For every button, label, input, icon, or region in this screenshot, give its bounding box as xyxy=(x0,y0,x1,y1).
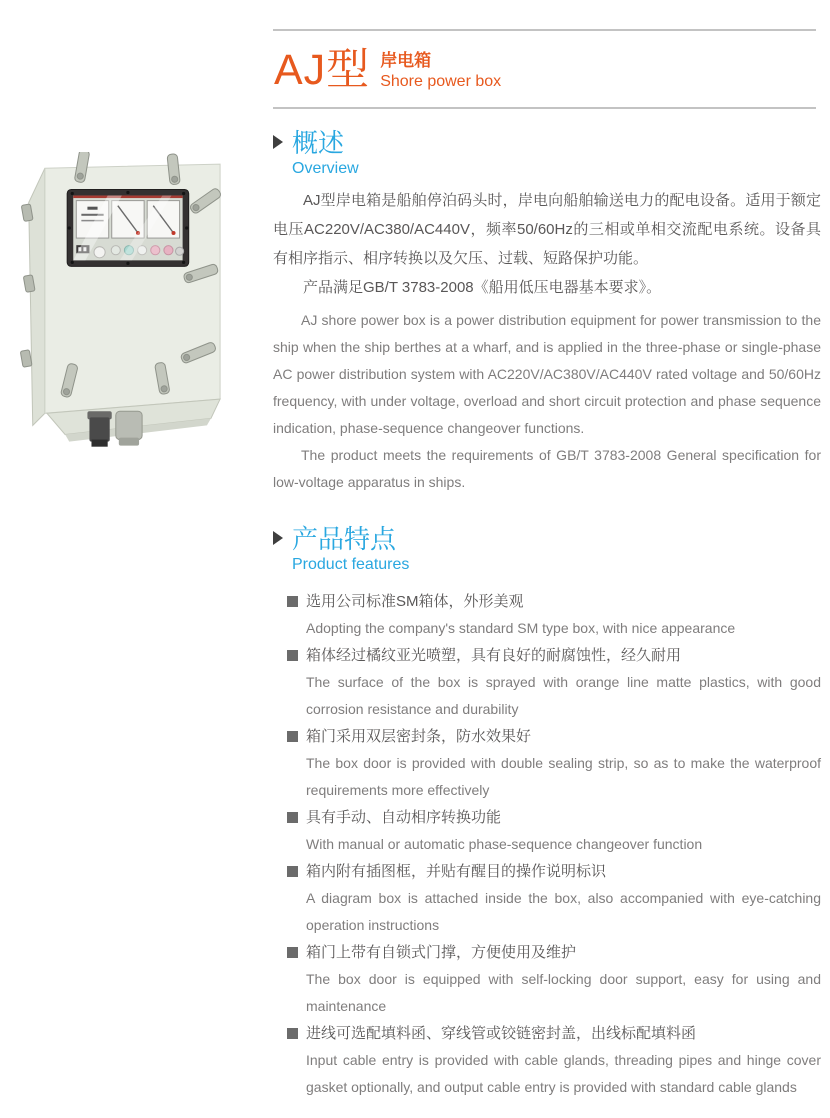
product-name xyxy=(380,46,501,92)
overview-heading-en: Overview xyxy=(292,160,359,177)
meter-panel xyxy=(67,189,189,266)
square-bullet-icon xyxy=(287,650,298,661)
feature-title-cn: 选用公司标准SM箱体，外形美观 xyxy=(306,593,524,610)
feature-desc-en: The surface of the box is sprayed with orange line matte plastics, with good corrosion resistance and durability xyxy=(306,674,821,717)
feature-item xyxy=(273,804,821,858)
feature-item xyxy=(273,858,821,939)
feature-item xyxy=(273,588,821,642)
content-column xyxy=(273,128,821,1101)
square-bullet-icon xyxy=(287,1028,298,1039)
product-photo xyxy=(8,152,258,472)
feature-title-cn: 箱门采用双层密封条，防水效果好 xyxy=(306,728,532,745)
top-divider xyxy=(273,29,816,31)
feature-title-cn: 箱体经过橘纹亚光喷塑，具有良好的耐腐蚀性，经久耐用 xyxy=(306,647,682,664)
square-bullet-icon xyxy=(287,731,298,742)
product-model: AJ型 xyxy=(274,46,371,94)
square-bullet-icon xyxy=(287,596,298,607)
square-bullet-icon xyxy=(287,947,298,958)
feature-item xyxy=(273,939,821,1020)
feature-title-cn: 具有手动、自动相序转换功能 xyxy=(306,809,502,826)
feature-desc-en: The box door is equipped with self-locking door support, easy for using and maintenance xyxy=(306,971,821,1014)
triangle-right-icon xyxy=(273,135,283,149)
feature-item xyxy=(273,642,821,723)
features-section-heading xyxy=(273,524,821,575)
overview-heading-cn: 概述 xyxy=(292,128,345,158)
overview-paragraph-en: The product meets the requirements of GB/T 3783-2008 General specification for low-voltage apparatus in ships. xyxy=(273,447,821,490)
overview-english-paragraphs xyxy=(273,307,821,496)
overview-paragraph-cn: AJ型岸电箱是船舶停泊码头时，岸电向船舶输送电力的配电设备。适用于额定电压AC220V/AC380/AC440V，频率50/60Hz的三相或单相交流配电系统。设备具有相序指示、相序转换以及欠压、过载、短路保护功能。 xyxy=(273,192,821,267)
triangle-right-icon xyxy=(273,531,283,545)
feature-desc-en: With manual or automatic phase-sequence changeover function xyxy=(306,836,703,852)
feature-desc-en: Input cable entry is provided with cable glands, threading pipes and hinge cover gasket optionally, and output cable entry is provided with standard cable glands xyxy=(306,1052,821,1095)
page-title xyxy=(274,46,501,94)
overview-paragraph-en: AJ shore power box is a power distribution equipment for power transmission to the ship when the ship berthes at a wharf, and is applied in the three-phase or single-phase AC power distribution system with AC220V/AC380V/AC440V rated voltage and 50/60Hz frequency, with under voltage, overload and short circuit protection and phase sequence indication, phase-sequence changeover functions. xyxy=(273,312,821,436)
features-heading-cn: 产品特点 xyxy=(292,524,397,554)
title-divider xyxy=(273,107,816,109)
feature-list xyxy=(273,588,821,1101)
product-name-cn: 岸电箱 xyxy=(380,51,432,70)
feature-desc-en: Adopting the company's standard SM type box, with nice appearance xyxy=(306,620,736,636)
feature-title-cn: 进线可选配填料函、穿线管或铰链密封盖，出线标配填料函 xyxy=(306,1025,697,1042)
overview-chinese-paragraphs xyxy=(273,186,821,302)
product-name-en: Shore power box xyxy=(380,73,502,90)
feature-title-cn: 箱门上带有自锁式门撑，方便使用及维护 xyxy=(306,944,577,961)
feature-item xyxy=(273,1020,821,1101)
feature-item xyxy=(273,723,821,804)
shore-power-box-illustration xyxy=(8,152,258,472)
feature-desc-en: A diagram box is attached inside the box, also accompanied with eye-catching operation instructions xyxy=(306,890,821,933)
square-bullet-icon xyxy=(287,866,298,877)
overview-section-heading xyxy=(273,128,821,179)
overview-paragraph-cn: 产品满足GB/T 3783-2008《船用低压电器基本要求》。 xyxy=(303,279,662,296)
feature-desc-en: The box door is provided with double sealing strip, so as to make the waterproof requirements more effectively xyxy=(306,755,821,798)
features-heading-en: Product features xyxy=(292,556,410,573)
square-bullet-icon xyxy=(287,812,298,823)
feature-title-cn: 箱内附有插图框，并贴有醒目的操作说明标识 xyxy=(306,863,607,880)
